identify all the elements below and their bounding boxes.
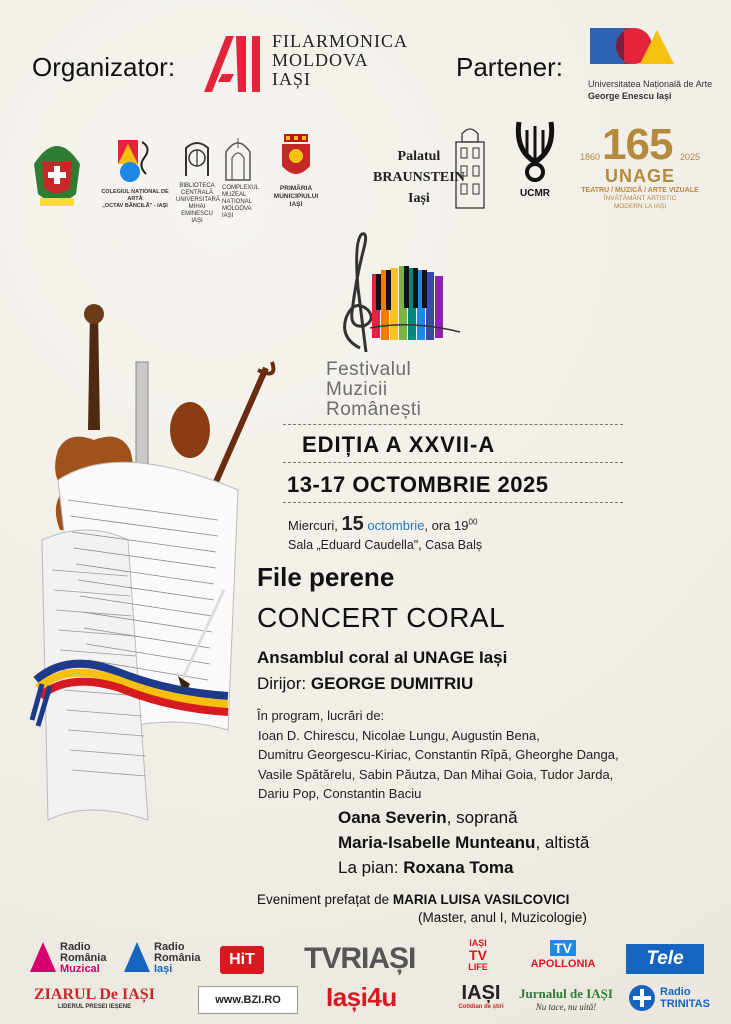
iasi-tv-life-line-2: TV	[469, 947, 487, 963]
unage-165-logo[interactable]	[578, 120, 702, 218]
biblioteca-emblem-icon	[180, 136, 214, 180]
jurnal-title: Jurnalul de IAȘI	[519, 986, 613, 1001]
biblioteca-line-4: MIHAI EMINESCU	[181, 204, 213, 217]
program-intro: În program, lucrări de:	[257, 708, 385, 723]
unage-165-line-2: ÎNVĂȚĂMÂNT ARTISTIC	[603, 195, 677, 202]
program	[257, 706, 657, 804]
radio-muzical-line-3: Muzical	[60, 963, 100, 975]
event-time-minutes: 00	[468, 517, 478, 527]
muzeu-line-1: COMPLEXUL	[222, 185, 260, 191]
organizer-label: Organizator:	[32, 52, 176, 82]
soloists	[338, 805, 589, 880]
event-venue: Sala „Eduard Caudella", Casa Balș	[288, 538, 483, 552]
hit-logo[interactable]: HiT	[220, 946, 264, 974]
colegiu-line-1: COLEGIUL NAȚIONAL DE ARTĂ	[101, 189, 169, 202]
pianist-name: Roxana Toma	[403, 858, 514, 877]
radio-muzical-line-1: Radio	[60, 941, 91, 953]
radio-muzical-icon	[30, 942, 56, 972]
program-line-3: Vasile Spătărelu, Sabin Păutza, Dan Mihai Goia, Tudor Jarda,	[258, 766, 614, 782]
jurnal-subtitle: Nu tace, nu uită!	[535, 1002, 597, 1012]
apollonia-tv: TV	[550, 940, 576, 956]
colegiu-line-2: „OCTAV BĂNCILĂ" - IAȘI	[102, 203, 168, 209]
primaria-line-2: MUNICIPIULUI	[273, 193, 319, 200]
braunstein-building-icon	[450, 124, 490, 210]
iasi-cotidian-title: IAȘI	[461, 982, 501, 1004]
preface	[257, 892, 569, 907]
iasi-tv-life-line-3: LIFE	[468, 962, 488, 972]
filarmonica-line-2: MOLDOVA	[272, 50, 369, 70]
unage-165-name: UNAGE	[604, 166, 675, 186]
event-datetime	[288, 513, 477, 536]
trinitas-line-2: TRINITAS	[660, 998, 710, 1010]
soloist-2-name: Maria-Isabelle Munteanu	[338, 833, 536, 852]
apollonia-name: APOLLONIA	[530, 958, 596, 970]
unage-line-1: Universitatea Națională de Arte	[588, 79, 713, 89]
conductor-name: GEORGE DUMITRIU	[310, 674, 474, 693]
primaria-line-1: PRIMĂRIA	[279, 185, 313, 192]
biblioteca-line-2: CENTRALĂ	[180, 190, 213, 196]
festival-logo	[320, 228, 480, 420]
iasi-tv-life-line-1: IAȘI	[469, 938, 487, 948]
festival-line-1: Festivalul	[326, 359, 412, 380]
primaria-crest-icon	[278, 134, 314, 182]
muzeu-logo[interactable]	[222, 134, 266, 220]
filarmonica-logo[interactable]	[200, 30, 420, 94]
radio-iasi-icon	[124, 942, 150, 972]
unage-name	[588, 78, 712, 102]
unage-line-2: George Enescu Iași	[588, 91, 672, 101]
event-weekday: Miercuri,	[288, 518, 338, 533]
ziarul-de-iasi-logo[interactable]	[34, 986, 155, 1010]
soloist-1-role: , soprană	[446, 808, 518, 827]
ucmr-lyre-icon	[513, 120, 557, 186]
piano-label: La pian:	[338, 858, 399, 877]
soloist-1-name: Oana Severin	[338, 808, 447, 827]
muzeu-emblem-icon	[222, 134, 254, 182]
conductor-label: Dirijor:	[257, 674, 307, 693]
ucmr-text: UCMR	[520, 188, 550, 199]
ensemble-name: Ansamblul coral al UNAGE Iași	[257, 648, 508, 667]
program-line-4: Dariu Pop, Constantin Baciu	[258, 786, 422, 801]
unage-165-year-left: 1860	[580, 152, 601, 162]
preface-label: Eveniment prefațat de	[257, 892, 390, 907]
muzeu-line-5: IAȘI	[222, 213, 234, 219]
event-time: , ora 19	[424, 518, 469, 533]
radio-iasi-text	[154, 942, 200, 975]
biblioteca-line-3: UNIVERSITARĂ	[176, 197, 220, 203]
unage-165-number: 165	[602, 120, 673, 169]
radio-muzical-text	[60, 942, 106, 975]
conductor	[257, 674, 473, 694]
iasi-cotidian-logo[interactable]	[456, 982, 506, 1010]
ucmr-logo[interactable]	[510, 120, 560, 199]
radio-iasi-line-3: Iași	[154, 963, 173, 975]
unage-165-line-1: TEATRU / MUZICĂ / ARTE VIZUALE	[581, 187, 699, 194]
unage-165-year-right: 2025	[679, 152, 700, 162]
braunstein-line-2: BRAUNSTEIN	[373, 170, 465, 185]
iasi4u-logo[interactable]: Iași4u	[326, 982, 397, 1012]
preface-name: MARIA LUISA VASILCOVICI	[392, 892, 570, 907]
soloist-2-role: , altistă	[535, 833, 590, 852]
primaria-logo[interactable]	[270, 134, 322, 209]
tv-apollonia-logo[interactable]	[528, 940, 598, 970]
filarmonica-m-icon	[200, 30, 270, 94]
biblioteca-line-1: BIBLIOTECA	[179, 183, 215, 189]
treble-clef-keys-icon	[320, 228, 480, 358]
jurnalul-de-iasi-logo[interactable]	[516, 986, 616, 1012]
trinitas-cross-icon	[628, 984, 656, 1012]
unage-logo[interactable]	[588, 26, 713, 106]
preface-affiliation: (Master, anul I, Muzicologie)	[418, 910, 587, 925]
biblioteca-logo[interactable]	[176, 136, 218, 225]
filarmonica-line-3: IAȘI	[272, 69, 311, 89]
radio-muzical-line-2: România	[60, 952, 107, 964]
program-line-1: Ioan D. Chirescu, Nicolae Lungu, Augustin Bena,	[258, 727, 540, 743]
colegiu-logo[interactable]	[100, 138, 170, 210]
archdiocese-crest-icon[interactable]	[26, 134, 88, 212]
unage-shapes-icon	[590, 26, 674, 68]
muzeu-line-2: MUZEAL	[222, 192, 247, 198]
trinitas-line-1: Radio	[660, 986, 691, 998]
trinitas-text	[660, 986, 710, 1010]
concert-title: File perene	[257, 562, 395, 592]
ziarul-subtitle: LIDERUL PRESEI IEȘENE	[57, 1004, 132, 1010]
tvr-iasi-logo[interactable]: TVRIAȘI	[304, 942, 416, 975]
divider-bottom	[283, 502, 623, 503]
edition-title: EDIȚIA A XXVII-A	[302, 432, 496, 457]
festival-name	[326, 360, 480, 420]
braunstein-line-3: Iași	[408, 191, 430, 206]
concert-subtitle: CONCERT CORAL	[257, 602, 506, 633]
ziarul-title: ZIARUL De IAȘI	[34, 986, 155, 1003]
event-month: octombrie	[367, 518, 425, 533]
festival-line-2: Muzicii Românești	[326, 379, 422, 420]
partner-label: Partener:	[456, 52, 563, 82]
iasi-cotidian-subtitle: Cotidian de știri	[458, 1004, 504, 1010]
radio-iasi-line-1: Radio	[154, 941, 185, 953]
primaria-line-3: IAȘI	[289, 201, 303, 208]
divider-top	[283, 424, 623, 425]
tele-m-logo[interactable]: Tele	[626, 944, 704, 974]
radio-iasi-line-2: România	[154, 952, 201, 964]
muzeu-line-4: MOLDOVA	[222, 206, 252, 212]
colegiu-emblem-icon	[112, 138, 158, 186]
program-line-2: Dumitru Georgescu-Kiriac, Constantin Rîpă, Gheorghe Danga,	[258, 747, 619, 762]
festival-dates: 13-17 OCTOMBRIE 2025	[287, 472, 549, 497]
biblioteca-line-5: IAȘI	[191, 218, 203, 224]
filarmonica-line-1: FILARMONICA	[272, 31, 409, 51]
instruments-sheet-music-illustration	[28, 300, 278, 860]
braunstein-line-1: Palatul	[397, 149, 441, 164]
divider-middle	[283, 462, 623, 463]
event-day: 15	[341, 513, 364, 535]
filarmonica-name	[272, 32, 408, 89]
bzi-logo[interactable]: www.BZI.RO	[198, 986, 298, 1014]
unage-165-line-3: MODERN LA IAȘI	[613, 203, 667, 210]
iasi-tv-life-logo[interactable]	[462, 938, 494, 972]
muzeu-line-3: NAȚIONAL	[222, 199, 253, 205]
